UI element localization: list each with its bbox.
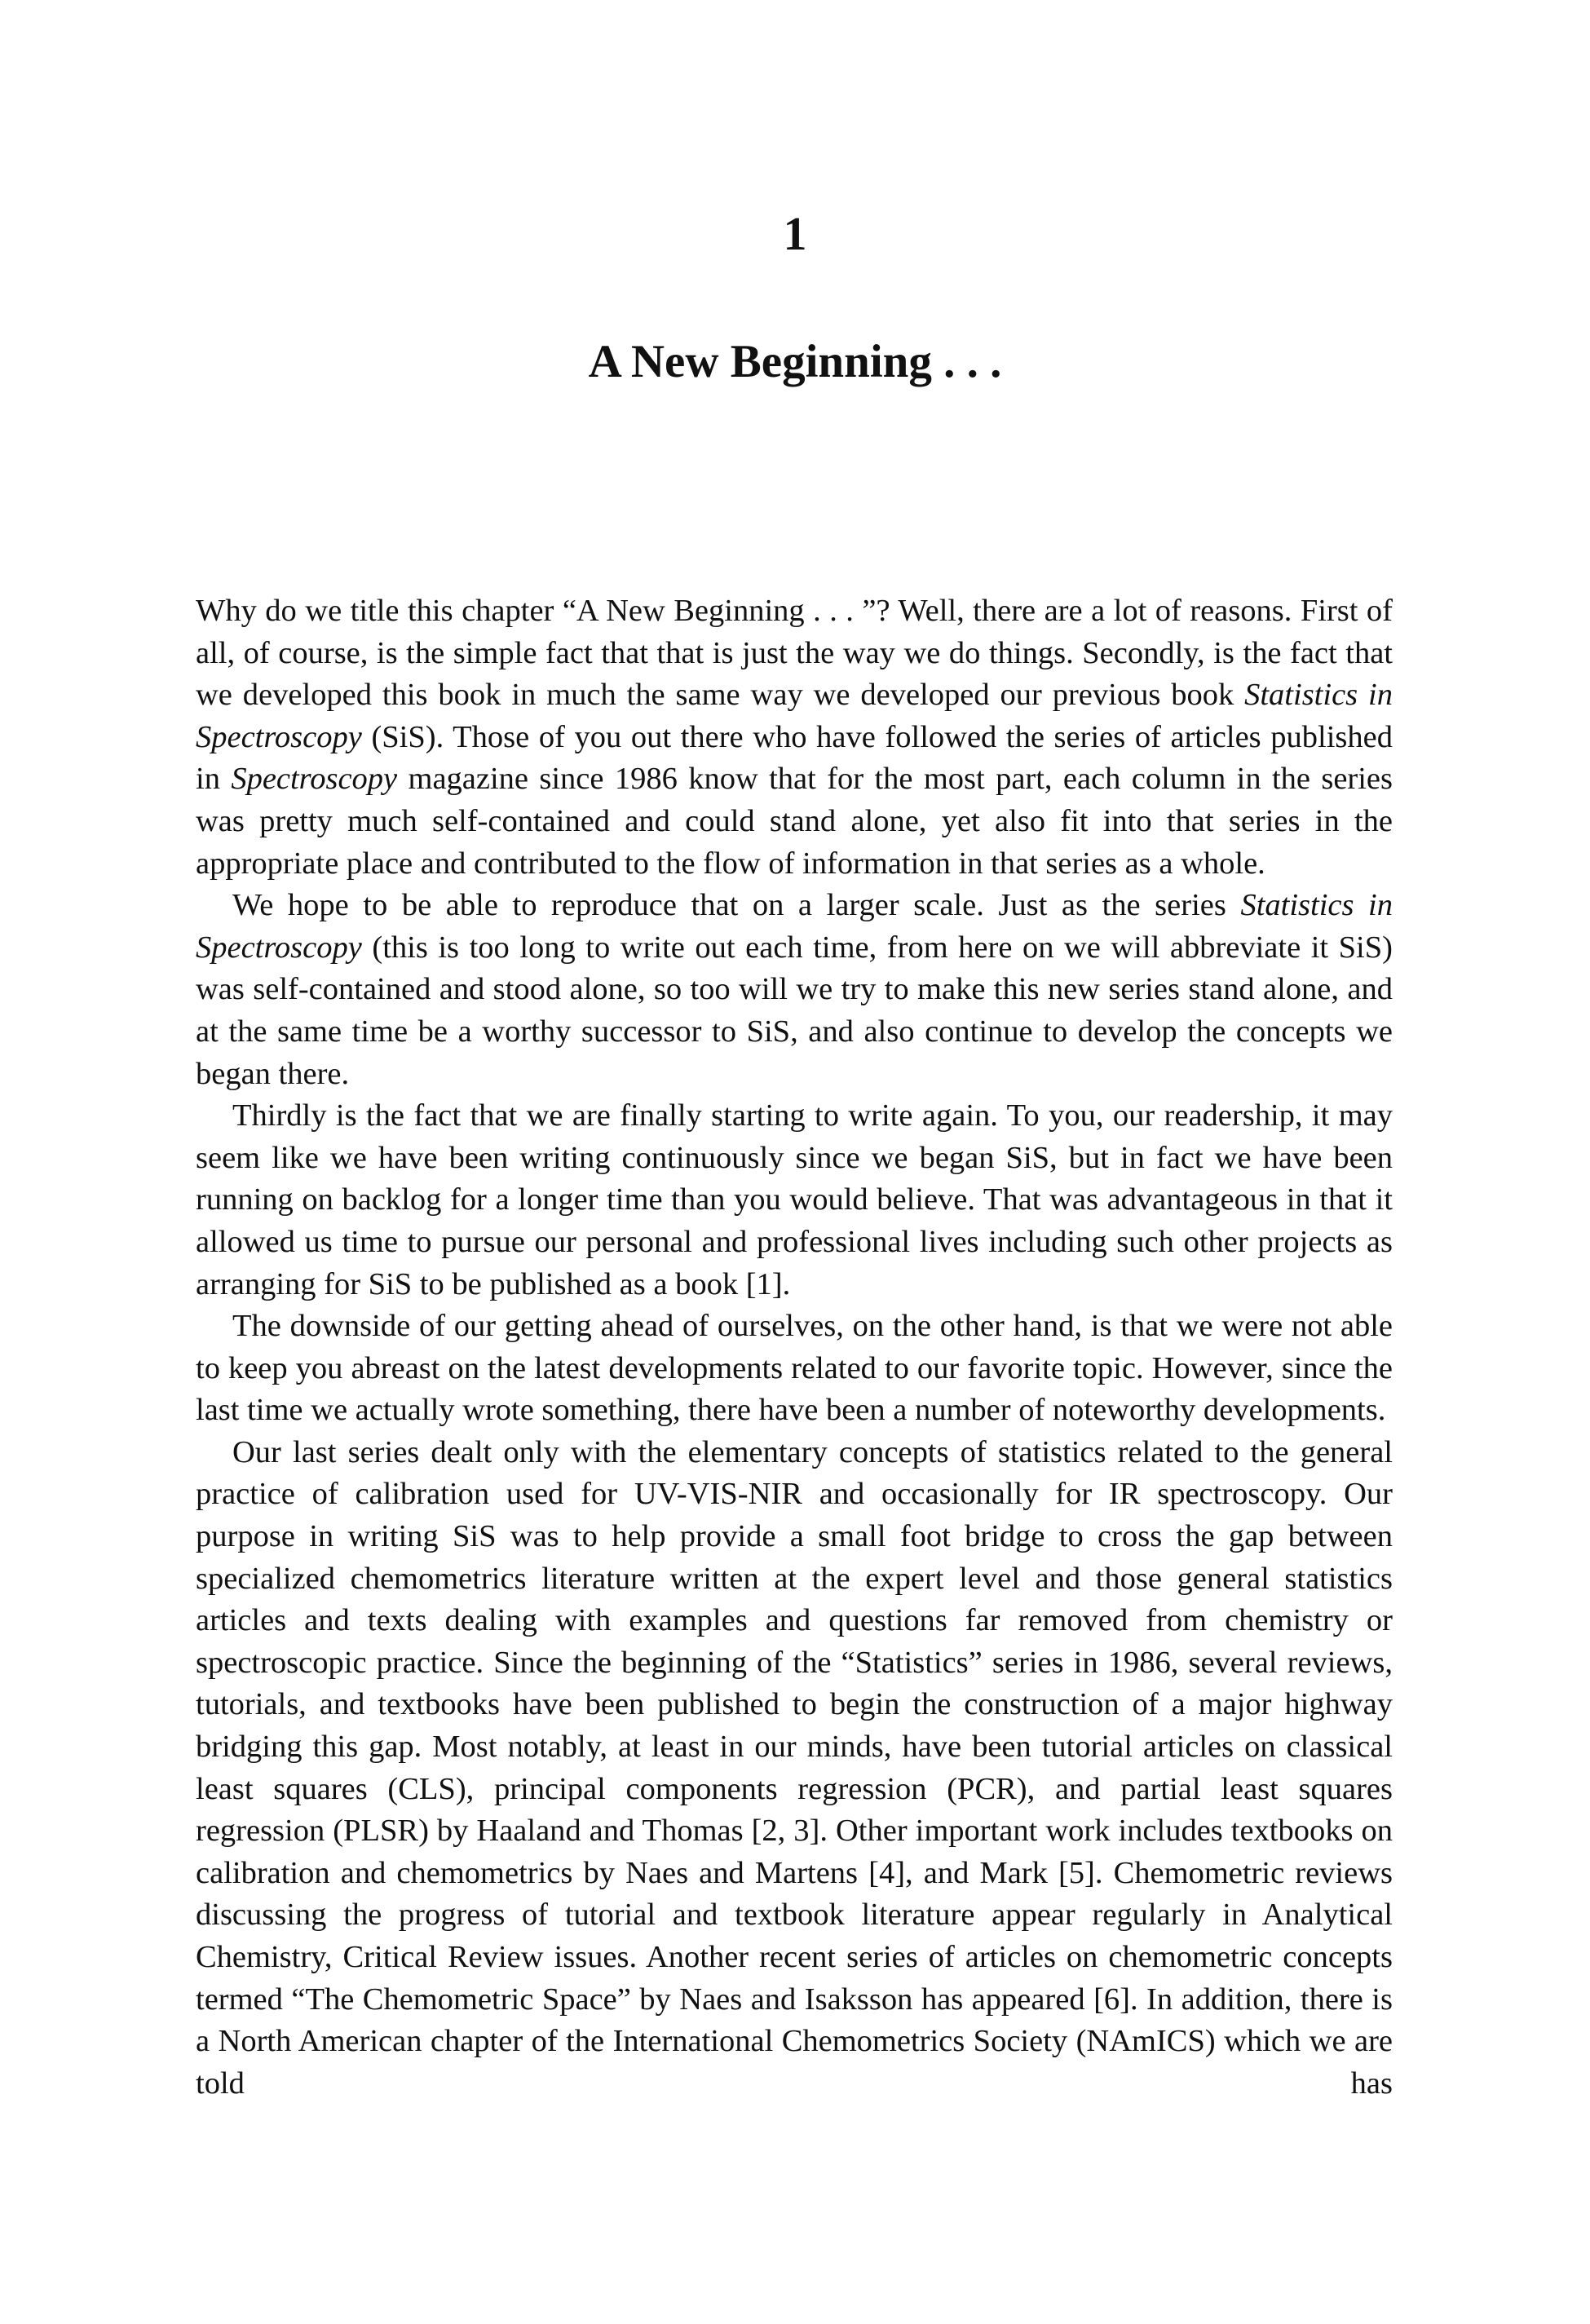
magazine-title-italic: Spectroscopy bbox=[231, 762, 398, 797]
paragraph-text: (this is too long to write out each time, from here on we will abbreviate it SiS) was self-contained and stood alone, so too will we try to make this new series stand alone, and at the same time be a worthy successor to SiS, and also continue to develop the concepts we began there. bbox=[196, 930, 1393, 1091]
book-title-italic: Statistics in Spectroscopy bbox=[196, 888, 1393, 965]
paragraph-1 bbox=[196, 590, 1393, 885]
paragraph-5 bbox=[196, 1432, 1393, 2105]
paragraph-2 bbox=[196, 885, 1393, 1095]
paragraph-text: Why do we title this chapter “A New Beginning . . . ”? Well, there are a lot of reasons. First of all, of course, is the simple fact that that is just the way we do things. Secondly, is the fact that we developed this book in much the same way we developed our previous book bbox=[196, 594, 1393, 713]
chapter-title: A New Beginning . . . bbox=[588, 336, 1002, 387]
paragraph-text: (SiS). Those of you out there who have followed the series of articles published in bbox=[196, 719, 1393, 797]
chapter-body bbox=[196, 590, 1393, 2105]
paragraph-text: Our last series dealt only with the elementary concepts of statistics related to the general practice of calibration used for UV-VIS-NIR and occasionally for IR spectroscopy. Our purpose in writing SiS was to help provide a small foot bridge to cross the gap between specialized chemometrics literature written at the expert level and those general statistics articles and texts dealing with examples and questions far removed from chemistry or spectroscopic practice. Since the beginning of the “Statistics” series in 1986, several reviews, tutorials, and textbooks have been published to begin the construction of a major highway bridging this gap. Most notably, at least in our minds, have been tutorial articles on classical least squares (CLS), principal components regression (PCR), and partial least squares regression (PLSR) by Haaland and Thomas [2, 3]. Other important work includes textbooks on calibration and chemometrics by Naes and Martens [4], and Mark [5]. Chemometric reviews discussing the progress of tutorial and textbook literature appear regularly in Analytical Chemistry, Critical Review issues. Another recent series of articles on chemometric concepts termed “The Chemometric Space” by Naes and Isaksson has appeared [6]. In addition, there is a North American chapter of the International Chemometrics Society (NAmICS) which we are told has bbox=[196, 1434, 1393, 2101]
chapter-number: 1 bbox=[783, 207, 807, 260]
book-title-italic: Statistics in Spectroscopy bbox=[196, 678, 1393, 754]
paragraph-3 bbox=[196, 1095, 1393, 1306]
paragraph-text: The downside of our getting ahead of ourselves, on the other hand, is that we were not able to keep you abreast on the latest developments related to our favorite topic. However, since the last time we actually wrote something, there have been a number of noteworthy developments. bbox=[196, 1309, 1393, 1428]
paragraph-4 bbox=[196, 1306, 1393, 1432]
paragraph-text: magazine since 1986 know that for the most part, each column in the series was pretty much self-contained and could stand alone, yet also fit into that series in the appropriate place and contributed to the flow of information in that series as a whole. bbox=[196, 762, 1393, 881]
paragraph-text: We hope to be able to reproduce that on a larger scale. Just as the series bbox=[232, 888, 1241, 923]
paragraph-text: Thirdly is the fact that we are finally starting to write again. To you, our readership, it may seem like we have been writing continuously since we began SiS, but in fact we have been running on backlog for a longer time than you would believe. That was advantageous in that it allowed us time to pursue our personal and professional lives including such other projects as arranging for SiS to be published as a book [1]. bbox=[196, 1098, 1393, 1301]
